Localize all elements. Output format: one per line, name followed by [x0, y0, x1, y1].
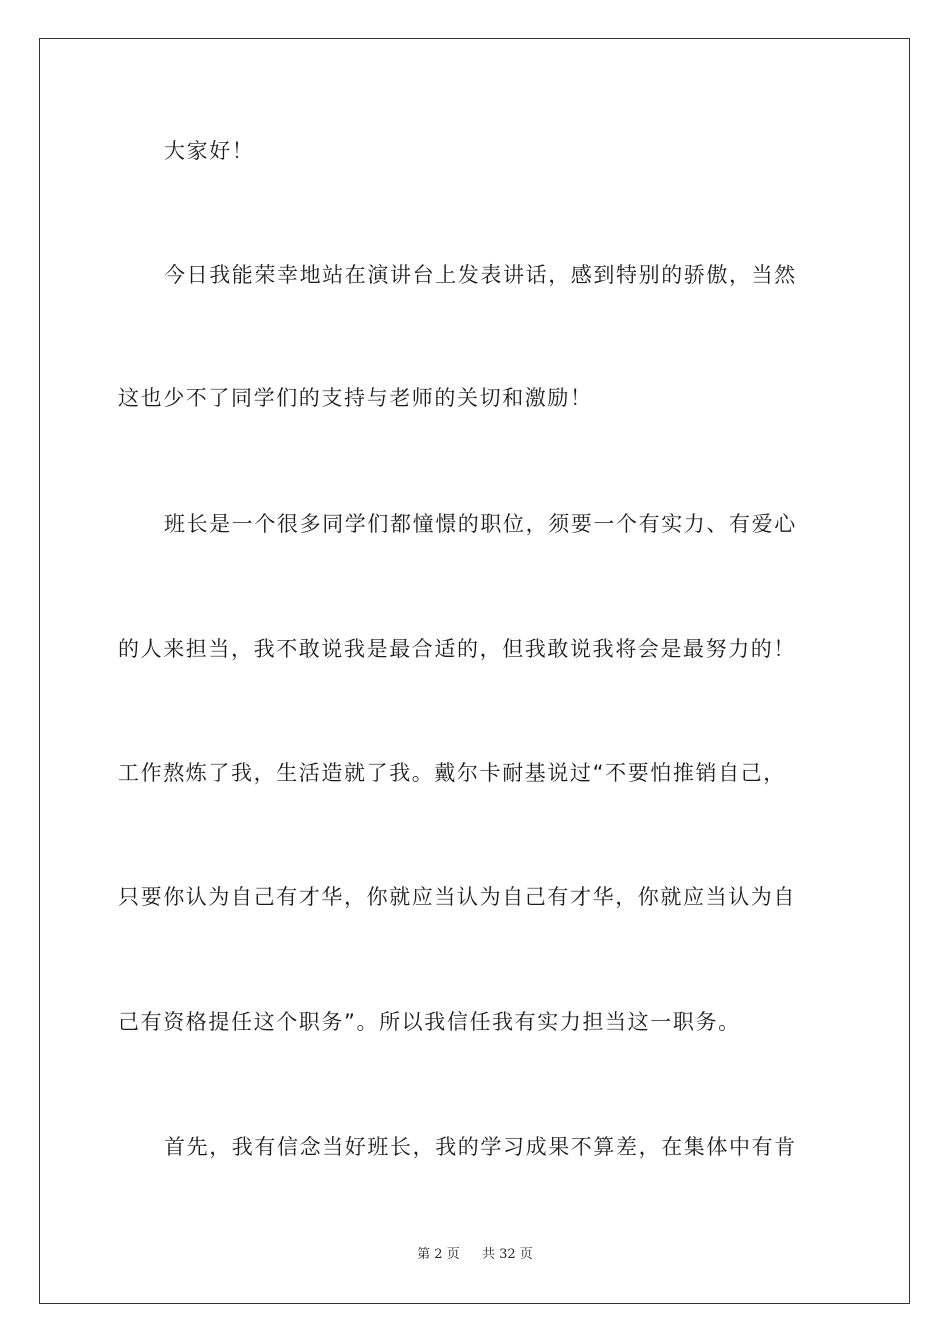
paragraph-line: 这也少不了同学们的支持与老师的关切和激励！	[118, 386, 593, 410]
page-border	[39, 38, 910, 1304]
paragraph-line: 班长是一个很多同学们都憧憬的职位，须要一个有实力、有爱心	[164, 512, 797, 536]
paragraph-line: 今日我能荣幸地站在演讲台上发表讲话，感到特别的骄傲，当然	[164, 263, 797, 287]
paragraph-line: 的人来担当，我不敢说我是最合适的，但我敢说我将会是最努力的！	[118, 637, 796, 661]
paragraph-line: 只要你认为自己有才华，你就应当认为自己有才华，你就应当认为自	[118, 885, 796, 909]
paragraph-line: 工作熬炼了我，生活造就了我。戴尔卡耐基说过“不要怕推销自己，	[118, 761, 786, 785]
greeting-line: 大家好！	[164, 139, 255, 163]
paragraph-line: 己有资格提任这个职务”。所以我信任我有实力担当这一职务。	[118, 1010, 741, 1034]
page-number: 第 2 页	[417, 1247, 460, 1262]
paragraph-line: 首先，我有信念当好班长，我的学习成果不算差，在集体中有肯	[164, 1135, 797, 1159]
page-footer	[0, 1247, 950, 1263]
page-total: 共 32 页	[482, 1247, 533, 1262]
